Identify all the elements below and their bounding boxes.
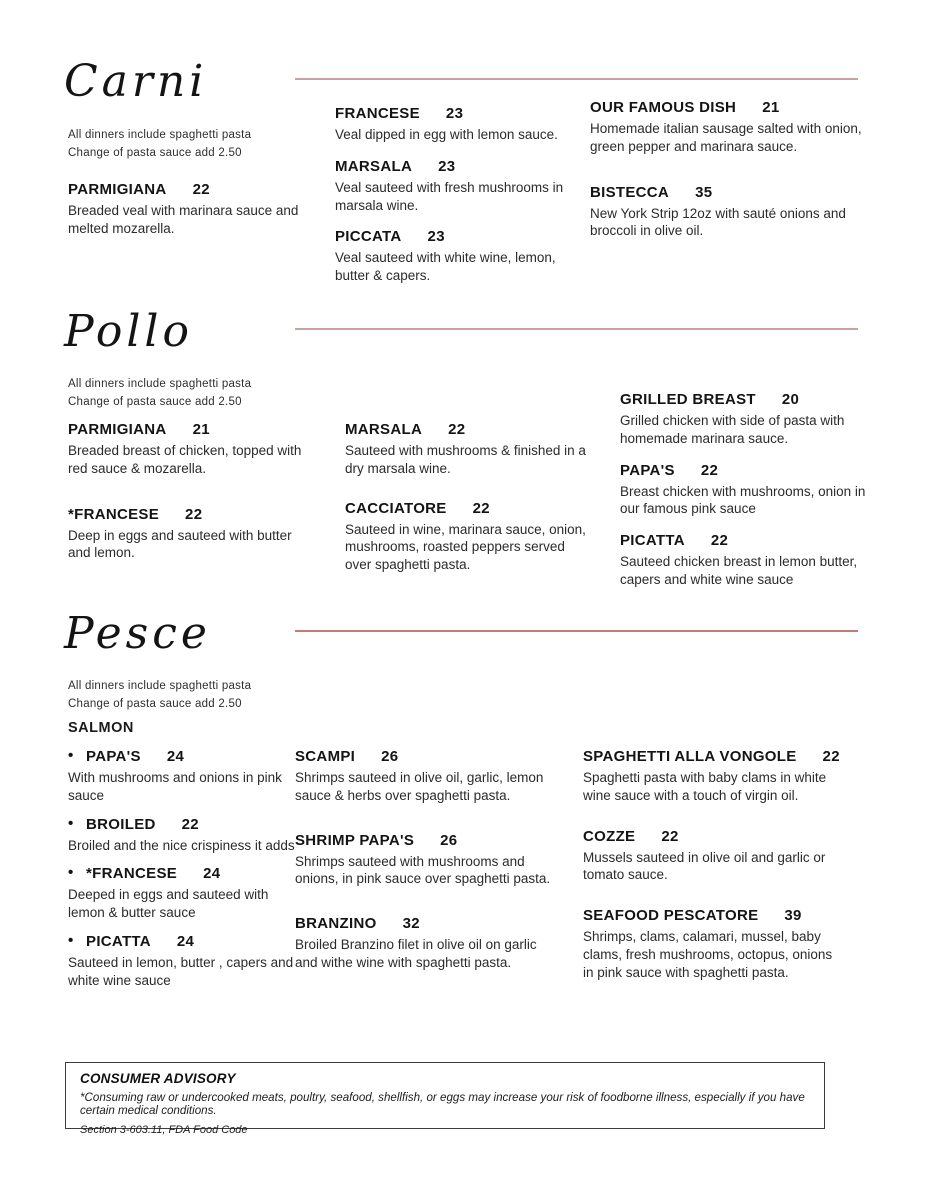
- item-name: SHRIMP PAPA'S: [295, 831, 415, 849]
- item-name: PICATTA: [86, 933, 151, 951]
- item-name: PICCATA: [335, 228, 402, 246]
- menu-item: [345, 421, 593, 478]
- menu-item: [68, 865, 296, 922]
- item-price: 39: [784, 907, 802, 925]
- menu-item: [590, 99, 862, 156]
- note-line: Change of pasta sauce add 2.50: [68, 146, 242, 159]
- item-name-price: [345, 421, 593, 438]
- menu-item: [335, 105, 567, 144]
- item-price: 24: [166, 748, 185, 765]
- menu-item: [583, 907, 845, 981]
- item-price: 21: [762, 99, 780, 116]
- item-name: BISTECCA: [590, 183, 670, 201]
- section-notes-pesce: [68, 678, 328, 714]
- item-description: Shrimps sauteed in olive oil, garlic, lemon sauce & herbs over spaghetti pasta.: [295, 770, 544, 803]
- item-price: 35: [695, 183, 713, 201]
- item-description: Sauteed chicken breast in lemon butter, capers and white wine sauce: [620, 554, 858, 588]
- item-price: 22: [181, 815, 199, 833]
- group-label-salmon: SALMON: [68, 720, 134, 736]
- advisory-title: CONSUMER ADVISORY: [80, 1071, 236, 1086]
- item-price: 22: [192, 181, 210, 198]
- section-rule-pesce: [295, 630, 858, 632]
- item-name: CACCIATORE: [345, 499, 447, 517]
- item-price: 24: [176, 933, 195, 951]
- consumer-advisory-box: [65, 1062, 825, 1136]
- menu-item: [620, 532, 878, 589]
- item-name: GRILLED BREAST: [620, 391, 756, 408]
- menu-item: [335, 158, 567, 215]
- carni-column-3: [590, 99, 862, 268]
- section-rule-carni: [295, 78, 858, 80]
- menu-item: [345, 500, 593, 574]
- item-description: Mussels sauteed in olive oil and garlic or tomato sauce.: [583, 849, 826, 883]
- section-heading-pesce: Pesce: [64, 608, 211, 659]
- item-price: 22: [822, 748, 840, 765]
- item-description: Broiled and the nice crispiness it adds: [68, 837, 295, 853]
- item-name: OUR FAMOUS DISH: [590, 99, 737, 116]
- item-name: SPAGHETTI ALLA VONGOLE: [583, 748, 797, 765]
- item-name-price: [590, 99, 862, 116]
- item-name: SCAMPI: [295, 748, 356, 765]
- item-name: PAPA'S: [86, 748, 141, 765]
- item-price: 32: [402, 915, 420, 933]
- advisory-text: *Consuming raw or undercooked meats, poultry, seafood, shellfish, or eggs may increase your risk of foodborne illness, especially if you have certain medical conditions.: [80, 1091, 805, 1117]
- item-name-price: [295, 915, 557, 932]
- item-name-price: [295, 832, 557, 849]
- item-name-price: [68, 933, 296, 950]
- item-name-price: [345, 500, 593, 517]
- menu-item: [620, 391, 878, 448]
- item-name-price: [68, 421, 306, 438]
- item-name: PAPA'S: [620, 461, 675, 479]
- item-price: 23: [427, 228, 445, 246]
- menu-item: [295, 832, 557, 889]
- item-name-price: [590, 184, 862, 201]
- item-price: 24: [203, 865, 221, 883]
- pesce-column-2: [295, 748, 557, 999]
- item-name: PICATTA: [620, 532, 685, 550]
- section-notes-pollo: [68, 376, 328, 412]
- item-description: Breast chicken with mushrooms, onion in our famous pink sauce: [620, 483, 866, 517]
- item-price: 23: [438, 157, 456, 175]
- item-name: BRANZINO: [295, 915, 377, 933]
- item-description: Sauteed in wine, marinara sauce, onion, mushrooms, roasted peppers served over spaghetti pasta.: [345, 521, 586, 573]
- section-rule-pollo: [295, 328, 858, 330]
- item-name-price: [620, 532, 878, 549]
- item-name-price: [335, 158, 567, 175]
- item-name: *FRANCESE: [68, 505, 160, 523]
- carni-column-2: [335, 105, 567, 299]
- note-line: All dinners include spaghetti pasta: [68, 129, 252, 141]
- menu-item: [68, 816, 296, 855]
- menu-item: [68, 933, 296, 990]
- item-name-price: [68, 181, 300, 198]
- item-description: Deeped in eggs and sauteed with lemon & butter sauce: [68, 887, 269, 921]
- pollo-column-1: [68, 421, 306, 590]
- item-description: Homemade italian sausage salted with onion, green pepper and marinara sauce.: [590, 121, 862, 154]
- item-price: 22: [661, 827, 679, 845]
- pollo-column-3: [620, 391, 878, 603]
- item-name: PARMIGIANA: [68, 421, 167, 438]
- note-line: Change of pasta sauce add 2.50: [68, 697, 242, 710]
- menu-item: [335, 228, 567, 285]
- item-name: SEAFOOD PESCATORE: [583, 907, 759, 925]
- menu-item: [68, 748, 296, 805]
- item-price: 22: [472, 499, 490, 517]
- item-name-price: [68, 816, 296, 833]
- item-description: With mushrooms and onions in pink sauce: [68, 770, 282, 803]
- note-line: Change of pasta sauce add 2.50: [68, 395, 242, 408]
- item-name-price: [583, 907, 845, 924]
- menu-item: [295, 915, 557, 972]
- section-heading-pollo: Pollo: [64, 306, 193, 357]
- item-name-price: [68, 506, 306, 523]
- item-description: New York Strip 12oz with sauté onions and broccoli in olive oil.: [590, 205, 846, 239]
- item-description: Shrimps, clams, calamari, mussel, baby clams, fresh mushrooms, octopus, onions in pink sauce with spaghetti pasta.: [583, 929, 833, 980]
- pollo-column-2: [345, 421, 593, 596]
- menu-item: [583, 748, 845, 805]
- section-heading-carni: Carni: [64, 56, 208, 107]
- item-description: Breaded breast of chicken, topped with red sauce & mozarella.: [68, 443, 302, 476]
- menu-item: [583, 828, 845, 885]
- item-description: Sauteed in lemon, butter , capers and white wine sauce: [68, 955, 294, 988]
- item-name: FRANCESE: [335, 105, 420, 122]
- menu-item: [68, 421, 306, 478]
- item-price: 22: [448, 421, 466, 438]
- menu-item: [68, 181, 300, 238]
- item-description: Spaghetti pasta with baby clams in white wine sauce with a touch of virgin oil.: [583, 770, 827, 803]
- item-name-price: [68, 865, 296, 882]
- note-line: All dinners include spaghetti pasta: [68, 680, 252, 692]
- item-price: 20: [781, 391, 800, 408]
- menu-item: [68, 506, 306, 563]
- item-price: 22: [700, 461, 719, 479]
- menu-item: [620, 462, 878, 519]
- item-name-price: [295, 748, 557, 765]
- item-name: MARSALA: [345, 421, 423, 438]
- item-name: *FRANCESE: [86, 865, 178, 883]
- item-name-price: [583, 828, 845, 845]
- item-description: Broiled Branzino filet in olive oil on garlic and withe wine with spaghetti pasta.: [295, 937, 537, 971]
- item-price: 22: [710, 532, 729, 550]
- item-name-price: [620, 462, 878, 479]
- item-description: Breaded veal with marinara sauce and melted mozarella.: [68, 203, 299, 236]
- item-price: 26: [381, 748, 399, 765]
- carni-column-1: [68, 181, 300, 252]
- item-price: 26: [440, 831, 458, 849]
- item-description: Sauteed with mushrooms & finished in a dry marsala wine.: [345, 443, 586, 476]
- item-description: Veal dipped in egg with lemon sauce.: [335, 127, 558, 142]
- advisory-code: Section 3-603.11, FDA Food Code: [80, 1124, 248, 1136]
- pesce-column-1: [68, 748, 296, 1001]
- item-price: 22: [185, 505, 203, 523]
- item-description: Veal sauteed with fresh mushrooms in marsala wine.: [335, 179, 564, 213]
- item-name: BROILED: [86, 815, 156, 833]
- item-name: MARSALA: [335, 157, 413, 175]
- item-name-price: [620, 391, 878, 408]
- item-name-price: [335, 228, 567, 245]
- menu-item: [590, 184, 862, 241]
- item-name-price: [583, 748, 845, 765]
- item-description: Grilled chicken with side of pasta with homemade marinara sauce.: [620, 413, 845, 446]
- item-name-price: [68, 748, 296, 765]
- note-line: All dinners include spaghetti pasta: [68, 378, 252, 390]
- section-notes-carni: [68, 127, 328, 163]
- item-name: PARMIGIANA: [68, 181, 167, 198]
- item-description: Veal sauteed with white wine, lemon, butter & capers.: [335, 250, 556, 284]
- item-description: Shrimps sauteed with mushrooms and onions, in pink sauce over spaghetti pasta.: [295, 853, 551, 887]
- item-name: COZZE: [583, 827, 636, 845]
- item-name-price: [335, 105, 567, 122]
- pesce-column-3: [583, 748, 845, 1005]
- item-description: Deep in eggs and sauteed with butter and lemon.: [68, 527, 292, 561]
- item-price: 23: [445, 105, 464, 122]
- item-price: 21: [192, 421, 210, 438]
- menu-item: [295, 748, 557, 805]
